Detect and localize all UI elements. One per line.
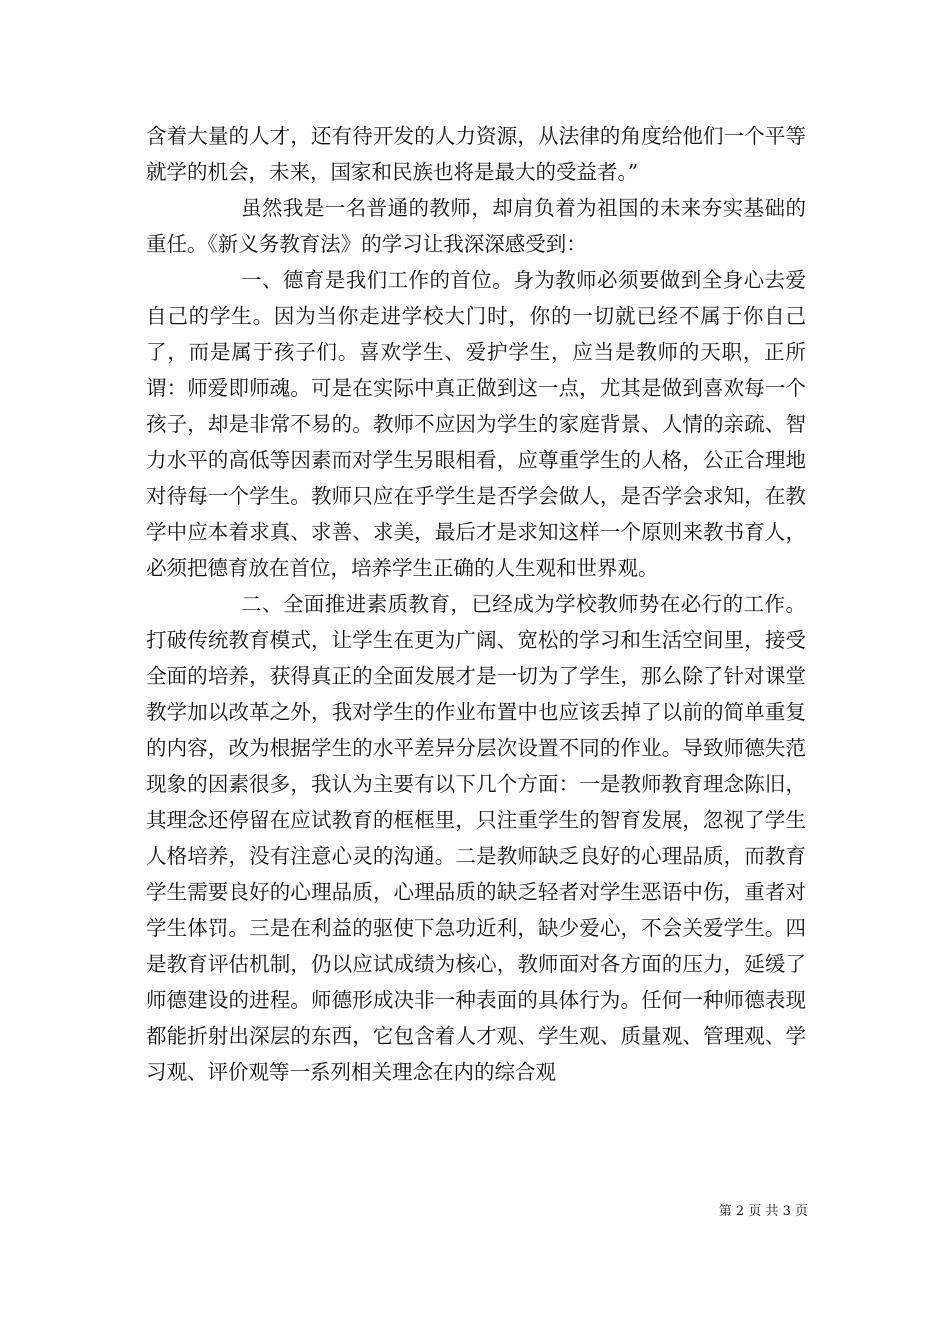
paragraph-quality-education: 二、全面推进素质教育，已经成为学校教师势在必行的工作。打破传统教育模式，让学生在更为广阔、宽松的学习和生活空间里，接受全面的培养，获得真正的全面发展才是一切为了学生，那么除了针对课堂教学加以改革之外，我对学生的作业布置中也应该丢掉了以前的简单重复的内容，改为根据学生的水平差异分层次设置不同的作业。导致师德失范现象的因素很多，我认为主要有以下几个方面：一是教师教育理念陈旧，其理念还停留在应试教育的框框里，只注重学生的智育发展，忽视了学生人格培养，没有注意心灵的沟通。二是教师缺乏良好的心理品质，而教育学生需要良好的心理品质，心理品质的缺乏轻者对学生恶语中伤，重者对学生体罚。三是在利益的驱使下急功近利，缺少爱心，不会关爱学生。四是教育评估机制，仍以应试成绩为核心，教师面对各方面的压力，延缓了师德建设的进程。师德形成决非一种表面的具体行为。任何一种师德表现都能折射出深层的东西，它包含着人才观、学生观、质量观、管理观、学习观、评价观等一系列相关理念在内的综合观 bbox=[146, 592, 806, 1084]
paragraph-moral-education: 一、德育是我们工作的首位。身为教师必须要做到全身心去爱自己的学生。因为当你走进学校大门时，你的一切就已经不属于你自己了，而是属于孩子们。喜欢学生、爱护学生，应当是教师的天职，正所谓：师爱即师魂。可是在实际中真正做到这一点，尤其是做到喜欢每一个孩子，却是非常不易的。教师不应因为学生的家庭背景、人情的亲疏、智力水平的高低等因素而对学生另眼相看，应尊重学生的人格，公正合理地对待每一个学生。教师只应在乎学生是否学会做人，是否学会求知，在教学中应本着求真、求善、求美，最后才是求知这样一个原则来教书育人，必须把德育放在首位，培养学生正确的人生观和世界观。 bbox=[146, 268, 806, 580]
page-number: 第 2 页 共 3 页 bbox=[718, 1204, 808, 1219]
paragraph-continued: 含着大量的人才，还有待开发的人力资源，从法律的角度给他们一个平等就学的机会，未来，国家和民族也将是最大的受益者。” bbox=[146, 124, 806, 184]
document-body bbox=[146, 118, 806, 1090]
paragraph-intro: 虽然我是一名普通的教师，却肩负着为祖国的未来夯实基础的重任。《新义务教育法》的学习让我深深感受到： bbox=[146, 196, 806, 256]
